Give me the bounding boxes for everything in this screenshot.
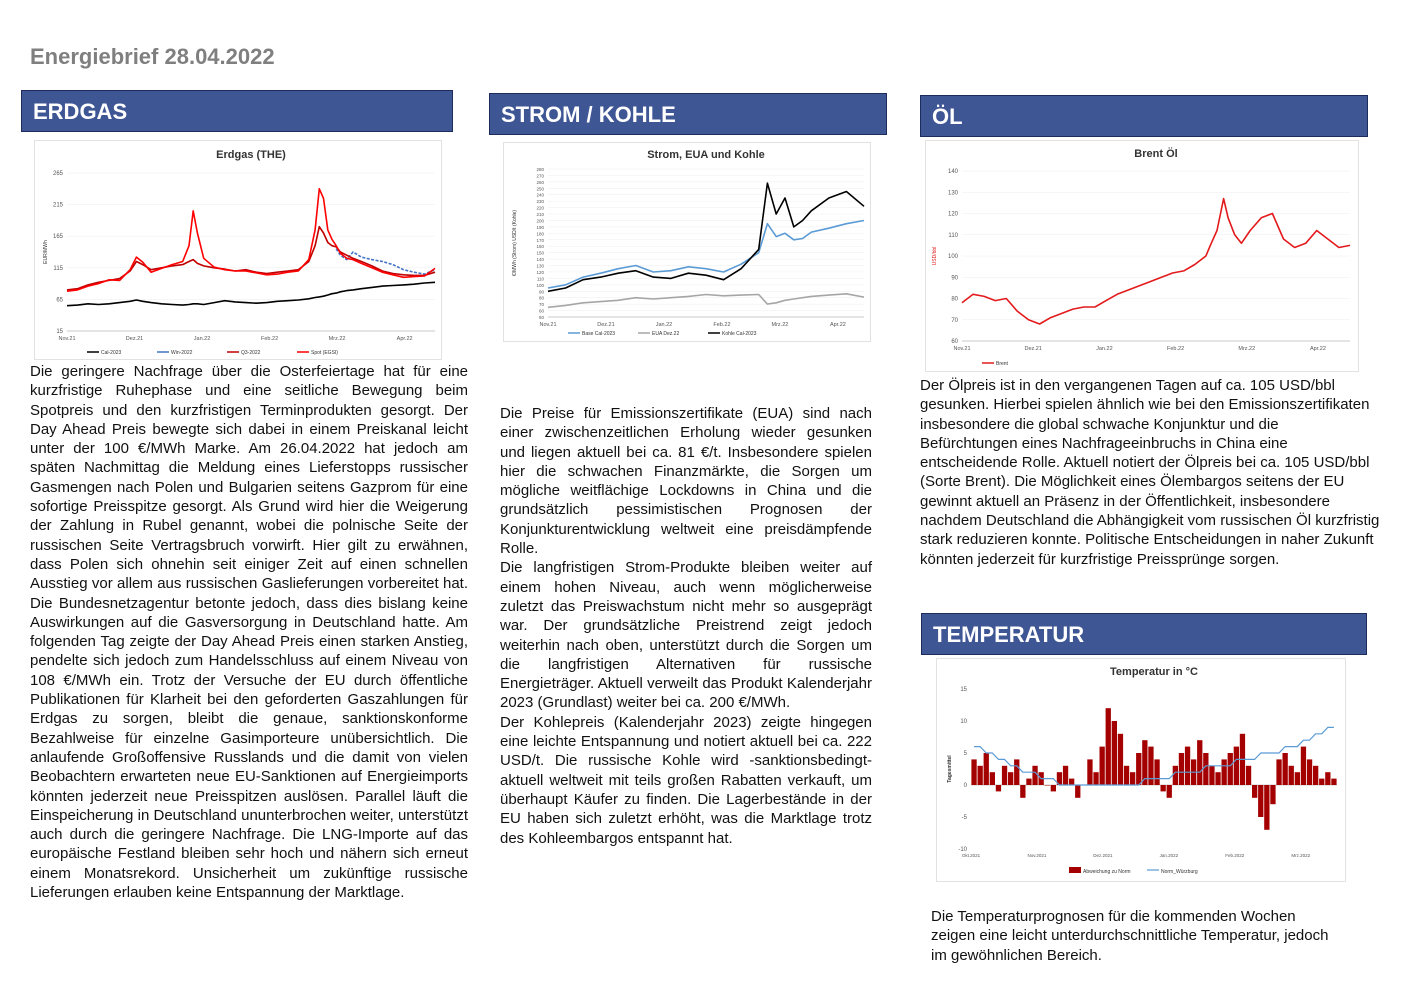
temperature-bar [1289,766,1294,785]
temperature-bar [1136,753,1141,785]
temperature-bar [1154,759,1159,785]
y-tick-label: 10 [960,719,967,725]
series-line-eua-dez-22 [548,294,864,308]
temperature-bar [971,759,976,785]
y-tick-label: 0 [963,783,967,789]
temperature-bar [1295,772,1300,785]
temperature-bar [1002,766,1007,785]
y-tick-label: 80 [951,296,958,303]
temperature-bar [1014,759,1019,785]
temperature-bar [1252,785,1257,798]
temperature-bar [1228,753,1233,785]
temperature-bar [1075,785,1080,798]
temperatur-text-block [931,907,1331,965]
y-tick-label: 15 [56,329,63,335]
temperature-bar [984,753,989,785]
temperature-bar [1161,785,1166,791]
brent-chart [925,140,1359,372]
temperature-bar [1124,766,1129,785]
document-title: Energiebrief 28.04.2022 [30,44,275,69]
x-tick-label: Feb.22 [1167,346,1185,352]
temperature-bar [1093,772,1098,785]
y-tick-label: 15 [960,687,967,693]
y-tick-label: 140 [947,169,958,175]
x-tick-label: Mrz.22 [771,322,789,328]
y-tick-label: 180 [536,231,544,237]
y-tick-label: 280 [536,167,544,172]
y-tick-label: 120 [536,269,544,275]
y-tick-label: 100 [536,282,544,288]
y-tick-label: 215 [52,202,63,209]
temperature-bar [1209,766,1214,785]
strom-text-block [500,404,872,848]
x-tick-label: Nov.21 [58,336,76,342]
y-tick-label: 165 [52,234,63,241]
x-tick-label: Nov.21 [953,346,971,352]
erdgas-heading [21,90,453,132]
x-tick-label: Dez.21 [597,322,615,328]
y-tick-label: 210 [536,212,544,218]
x-tick-label: Jan.2022 [1159,853,1179,858]
series-line-brent [962,199,1350,324]
temperature-bar [1087,759,1092,785]
series-line-cal-2023 [67,282,435,305]
legend-label: Kohle Cal-2023 [722,331,757,337]
oel-text-block [920,376,1380,569]
legend-label: Abweichung zu Norm [1083,869,1131,875]
erdgas-text: Die geringere Nachfrage über die Osterfeiertage hat für eine kurzfristige Ruhephase und eine seitliche Bewegung beim Spotpreis und den kurzfristigen Terminprodukten gesorgt. Der Day Ahead Preis bewegte sich dabei in einem Preiskanal leicht unter der 100 €/MWh Marke. Am 26.04.2022 hat jedoch am späten Nachmittag die Meldung eines Lieferstopps russischer Gasmengen nach Polen und Bulgarien seitens Gazprom für eine sofortige Preisspitze gesorgt. Als Grund wird hier die Weigerung der Zahlung in Rubel genannt, wobei die polnische Seite der russischen Seite Vertragsbruch vorwirft. Hier gilt zu erwähnen, dass Polen sich ohnehin seit einiger Zeit auf einen schnellen Ausstieg vor allem aus russischen Gaslieferungen vorbereitet hat. Die Bundesnetzagentur betonte jedoch, dass dies bislang keine Auswirkungen auf die Gasversorgung in Deutschland hatte. Am folgenden Tag zeigte der Day Ahead Preis einen starken Anstieg, pendelte sich jedoch zum Handelsschluss auf einem Niveau von 108 €/MWh ein. Trotz der Versuche der EU durch öffentliche Publikationen für Klarheit bei den geforderten Gaszahlungen für Erdgas zu sorgen, bleibt die genaue, sanktionskonforme Bezahlweise für einzelne Gasimporteure unübersichtlich. Die anlaufende Großoffensive Russlands und die damit von vielen Beobachtern erwarteten neue EU-Sanktionen auf Energieimports könnten jederzeit neue Preisspitzen auslösen. Parallel läuft die Einspeicherung in Deutschland ununterbrochen weiter, unterstützt auch durch die geringere Nachfrage. Die LNG-Importe auf das europäische Festland bleiben sehr hoch und nähern sich erneut einem Monatsrekord. Unsicherheit um zukünftige russische Lieferungen erlauben keine Entspannung der Marktlage. [30,363,468,902]
strom-chart [503,142,871,342]
legend-label: EUA Dez.22 [652,331,680,337]
strom-text-p1: Die Preise für Emissionszertifikate (EUA) sind nach einer zwischenzeitlichen Erholung wieder gesunken und liegen aktuell bei ca. 81 €/t. Insbesondere spielen hier die schwachen Finanzmärkte, die Sorgen um mögliche weitflächige Lockdowns in China und die grundsätzlich pessimistischen Prognosen der Konjunkturentwicklung weltweit eine preisdämpfende Rolle. [500,405,872,558]
x-tick-label: Dez.2021 [1093,853,1113,858]
x-tick-label: Mrz.22 [1238,346,1256,352]
chart-title: Temperatur in °C [1110,666,1198,678]
y-tick-label: 150 [536,250,544,256]
x-tick-label: Apr.22 [396,336,413,342]
temperature-bar [1331,779,1336,785]
temperatur-heading [921,613,1367,655]
y-tick-label: 65 [56,297,63,304]
temperature-bar [1270,785,1275,804]
y-tick-label: 190 [536,224,544,230]
y-axis-label: EUR/MWh [43,240,49,264]
temperature-bar [1301,747,1306,785]
temperature-bar [1106,708,1111,785]
temperature-bar [1307,759,1312,785]
temperature-bar [1222,759,1227,785]
x-tick-label: Feb.22 [713,322,731,328]
temperature-bar [990,772,995,785]
y-axis-label: €/MWh (Strom) USD/t (Kohle) [512,209,518,277]
y-tick-label: 70 [538,302,544,308]
x-tick-label: Jan.22 [193,336,211,342]
x-tick-label: Feb.22 [261,336,279,342]
chart-title: Brent Öl [1134,148,1178,160]
legend-swatch [1069,867,1081,873]
y-tick-label: 220 [536,205,544,211]
chart-title: Erdgas (THE) [216,149,286,161]
x-tick-label: Apr.22 [1310,346,1326,352]
y-tick-label: 50 [538,315,544,320]
temperature-bar [1203,753,1208,785]
temperature-bar [1215,772,1220,785]
temperatur-heading-label: TEMPERATUR [933,622,1085,647]
y-tick-label: 270 [536,173,544,179]
temperature-bar [1319,779,1324,785]
strom-heading [489,93,887,135]
temperature-bar [1045,785,1050,786]
y-tick-label: -10 [958,847,967,853]
y-tick-label: 70 [951,317,958,324]
erdgas-chart [34,140,442,360]
y-tick-label: 115 [53,265,63,272]
y-tick-label: 265 [52,171,63,177]
legend-label: Win-2022 [171,350,193,356]
x-tick-label: Jan.22 [1096,346,1113,352]
strom-heading-label: STROM / KOHLE [501,102,676,127]
x-tick-label: Mrz.22 [328,336,346,342]
temperature-bar [1118,734,1123,785]
y-tick-label: 240 [536,192,544,198]
legend-label: Norm_Würzburg [1161,869,1198,875]
temperature-bar [996,785,1001,791]
erdgas-heading-label: ERDGAS [33,99,128,124]
temperature-bar [1258,785,1263,817]
y-tick-label: 60 [538,308,544,314]
temperature-bar [1185,747,1190,785]
x-tick-label: Nov.2021 [1027,853,1047,858]
legend-label: Base Cal-2023 [582,331,616,337]
oel-heading-label: ÖL [932,104,963,129]
temperature-bar [1246,766,1251,785]
temperature-bar [978,766,983,785]
erdgas-chart-svg [35,141,441,359]
oel-text: Der Ölpreis ist in den vergangenen Tagen auf ca. 105 USD/bbl gesunken. Hierbei spielen ähnlich wie bei den Emissionszertifikaten insbesondere die global schwache Konjunktur und die Befürchtungen eines Nachfrageeinbruchs in China eine entscheidende Rolle. Aktuell notiert der Ölpreis bei ca. 105 USD/bbl (Sorte Brent). Die Möglichkeit eines Ölembargos seitens der EU gewinnt aktuell an Präsenz in der Öffentlichkeit, insbesondere nachdem Deutschland die Abhängigkeit vom russischen Öl kurzfristig stark reduzieren konnte. Politische Entscheidungen in naher Zukunft könnten jederzeit für kurzfristige Preissprünge sorgen. [920,377,1380,568]
y-tick-label: 90 [538,289,544,295]
y-tick-label: 230 [536,199,544,205]
y-tick-label: 140 [536,257,544,263]
y-tick-label: 5 [963,751,967,757]
y-tick-label: 130 [947,190,958,197]
brent-chart-svg [926,141,1358,371]
strom-chart-svg [504,143,870,341]
y-tick-label: 100 [947,254,958,260]
temperature-bar [1283,753,1288,785]
legend-label: Brent [996,361,1008,367]
y-tick-label: 170 [536,237,544,243]
y-tick-label: -5 [961,815,967,821]
y-tick-label: 110 [536,276,544,282]
temperature-bar [1112,721,1117,785]
temperature-bar [1264,785,1269,830]
x-tick-label: Dez.21 [1024,346,1042,352]
y-axis-label: Tagesmittel [947,755,953,783]
oel-heading [920,95,1368,137]
temperature-bar [1325,772,1330,785]
y-tick-label: 260 [536,179,544,185]
series-line-win-2022 [336,249,435,274]
y-tick-label: 90 [951,275,958,282]
temperature-bar [1148,747,1153,785]
temperature-bar [1032,766,1037,785]
y-tick-label: 80 [538,295,544,301]
x-tick-label: Dez.21 [125,336,144,342]
strom-text-p3: Der Kohlepreis (Kalenderjahr 2023) zeigte hingegen eine leichte Entspannung und notiert aktuell bei ca. 222 USD/t. Die russische Kohle wird -sanktionsbedingt- aktuell weltweit mit teils großen Rabatten verkauft, um überhaupt Käufer zu finden. Die Lagerbestände in der EU haben sich zuletzt erhöht, was die Marktlage trotz des Kohleembargos entspannt hat. [500,713,872,847]
temperature-bar [1130,772,1135,785]
y-tick-label: 160 [536,244,544,250]
temperature-bar [1197,740,1202,785]
strom-text-p2: Die langfristigen Strom-Produkte bleiben weiter auf einem hohen Niveau, auch wenn möglicherweise zuletzt das Preiswachstum nicht mehr so ausgeprägt war. Der grundsätzliche Preistrend zeigt jedoch weiterhin nach oben, unterstützt durch die Sorgen um die langfristigen Alternativen für russische Energieträger. Aktuell verweilt das Produkt Kalenderjahr 2023 (Grundlast) weiter bei ca. 200 €/MWh. [500,559,872,712]
y-tick-label: 250 [536,186,544,192]
chart-title: Strom, EUA und Kohle [647,149,765,161]
x-tick-label: Mrz.2022 [1291,853,1311,858]
x-tick-label: Jan.22 [655,322,673,328]
temperature-bar [1020,785,1025,798]
temperature-bar [1026,779,1031,785]
y-tick-label: 200 [536,218,544,224]
x-tick-label: Apr.22 [829,322,846,328]
legend-label: Q3-2022 [241,350,261,356]
x-tick-label: Okt.2021 [961,853,981,858]
temperatur-chart [936,658,1346,882]
temperature-bar [1276,759,1281,785]
legend-label: Cal-2023 [101,350,122,356]
y-tick-label: 120 [947,211,958,218]
y-axis-label: USD/bbl [932,246,938,266]
temperatur-chart-svg [937,659,1345,881]
y-tick-label: 110 [948,232,958,239]
erdgas-text-block [30,362,468,902]
temperature-bar [1313,766,1318,785]
temperature-bar [1167,785,1172,798]
x-tick-label: Nov.21 [539,322,557,328]
x-tick-label: Feb.2022 [1225,853,1245,858]
y-tick-label: 130 [536,263,544,269]
y-tick-label: 60 [951,339,958,345]
temperatur-text: Die Temperaturprognosen für die kommenden Wochen zeigen eine leicht unterdurchschnittliche Temperatur, jedoch im gewöhnlichen Bereich. [931,908,1329,964]
temperature-bar [1063,766,1068,785]
legend-label: Spot (EGSI) [311,350,338,356]
temperature-bar [1069,779,1074,785]
temperature-bar [1173,766,1178,785]
temperature-bar [1051,785,1056,791]
temperature-bar [1100,747,1105,785]
temperature-bar [1179,753,1184,785]
temperature-bar [1008,772,1013,785]
temperature-bar [1234,747,1239,785]
